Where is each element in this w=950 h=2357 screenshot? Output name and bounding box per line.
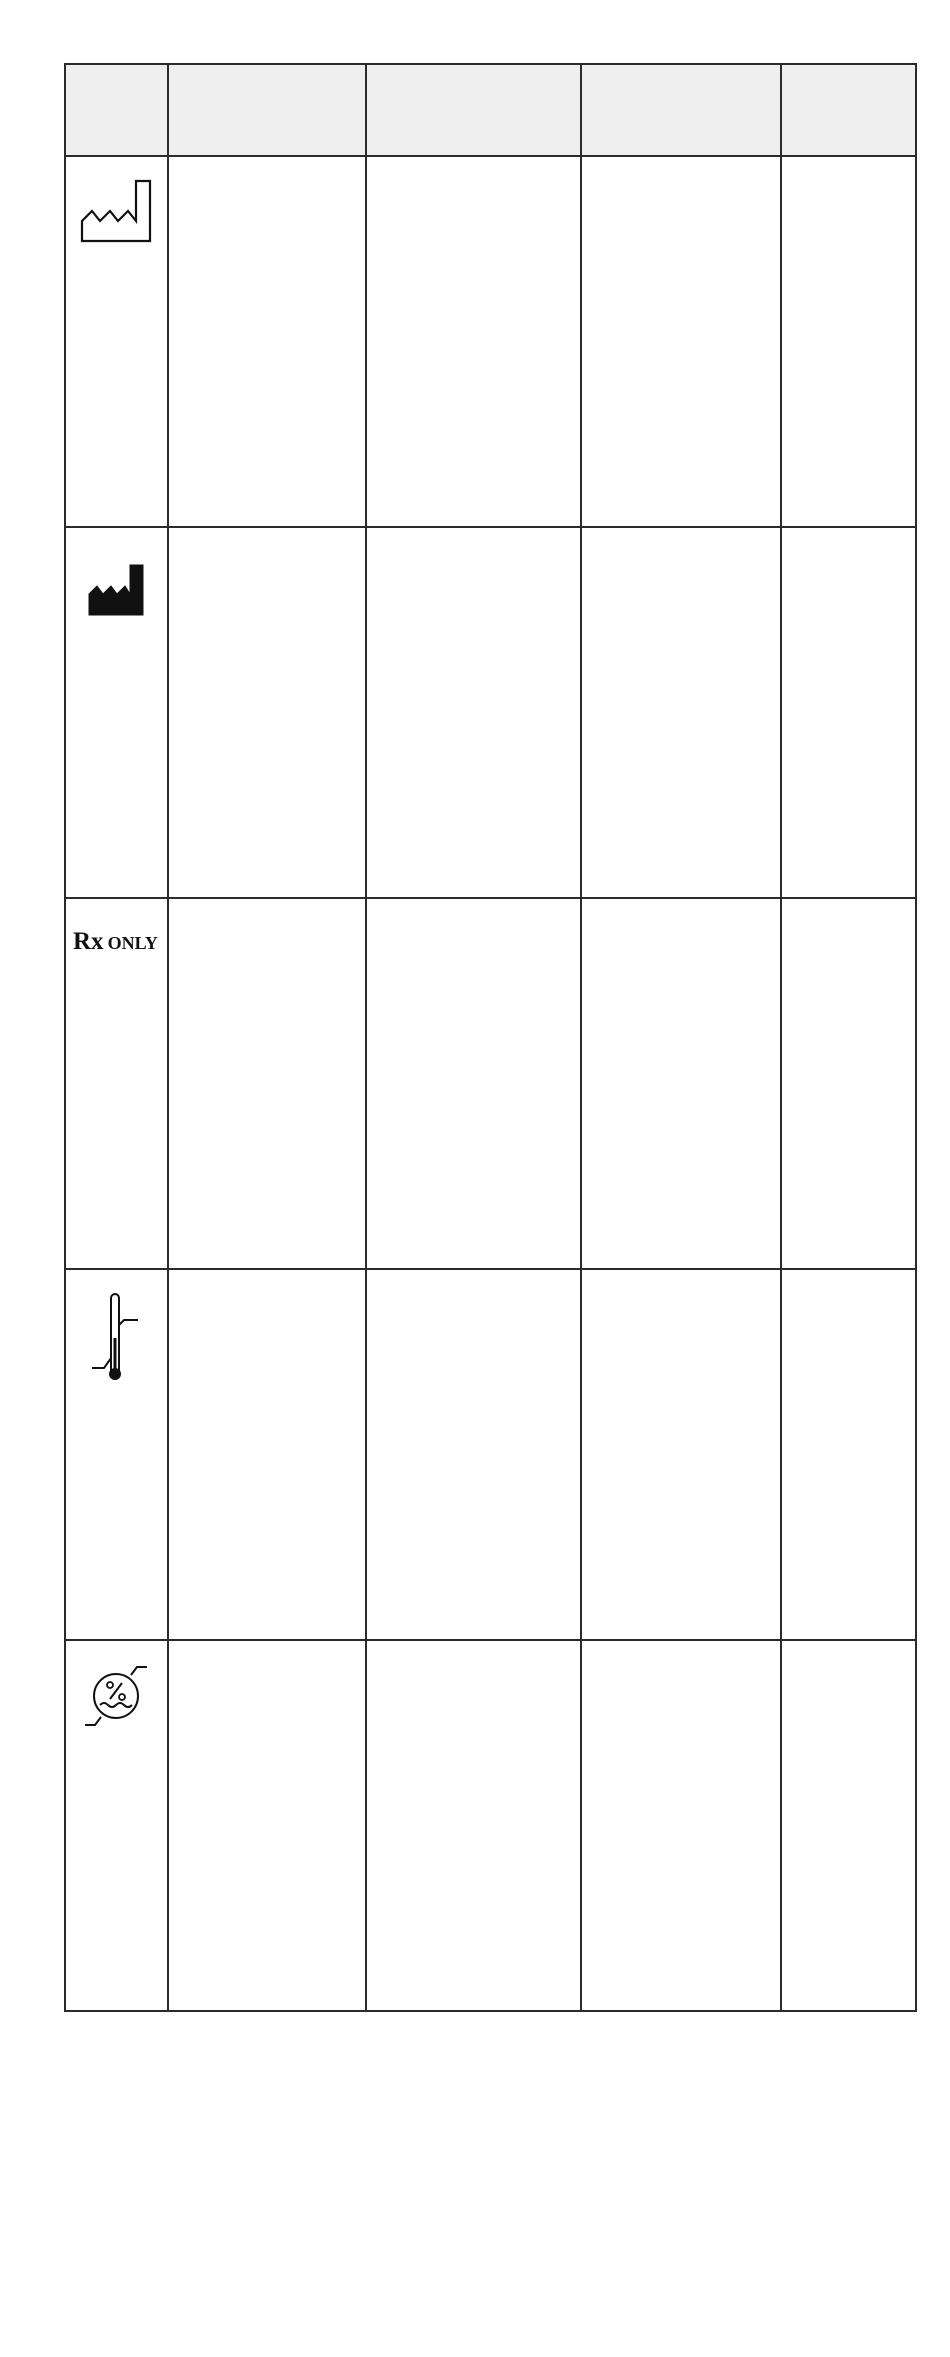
- header-cell-5: [781, 64, 916, 156]
- symbol-cell: [65, 1269, 168, 1640]
- symbols-table: [64, 63, 917, 2012]
- table-cell: [781, 1640, 916, 2011]
- only-label: ONLY: [107, 933, 158, 953]
- header-cell-symbol: [65, 64, 168, 156]
- table-row: [65, 156, 916, 527]
- header-cell-2: [168, 64, 366, 156]
- table-cell: [781, 156, 916, 527]
- manufacturer-icon: [88, 564, 144, 616]
- symbol-cell: [65, 527, 168, 898]
- humidity-limitation-icon: [81, 1661, 151, 1731]
- table-cell: [581, 156, 781, 527]
- table-row: [65, 527, 916, 898]
- table-header: [65, 64, 916, 156]
- table-cell: [366, 1640, 581, 2011]
- symbol-cell: [65, 156, 168, 527]
- table-cell: [366, 1269, 581, 1640]
- table-cell: [781, 898, 916, 1269]
- table-cell: [168, 156, 366, 527]
- symbol-cell: [65, 898, 168, 1269]
- temperature-limit-icon: [86, 1290, 146, 1386]
- header-cell-4: [581, 64, 781, 156]
- rx-only-symbol: [73, 928, 158, 956]
- table-cell: [581, 1269, 781, 1640]
- table-cell: [581, 1640, 781, 2011]
- table-cell: [581, 527, 781, 898]
- table-cell: [168, 527, 366, 898]
- table-cell: [581, 898, 781, 1269]
- date-of-manufacture-icon: [80, 177, 152, 245]
- table-cell: [168, 1269, 366, 1640]
- table-cell: [366, 898, 581, 1269]
- table-row: [65, 1269, 916, 1640]
- header-row: [65, 64, 916, 156]
- header-cell-3: [366, 64, 581, 156]
- rx-label: Rx: [73, 928, 104, 955]
- table-cell: [781, 1269, 916, 1640]
- table-row: [65, 898, 916, 1269]
- table-cell: [168, 1640, 366, 2011]
- table-cell: [168, 898, 366, 1269]
- table-cell: [366, 156, 581, 527]
- table-cell: [781, 527, 916, 898]
- symbol-cell: [65, 1640, 168, 2011]
- table-cell: [366, 527, 581, 898]
- table-row: [65, 1640, 916, 2011]
